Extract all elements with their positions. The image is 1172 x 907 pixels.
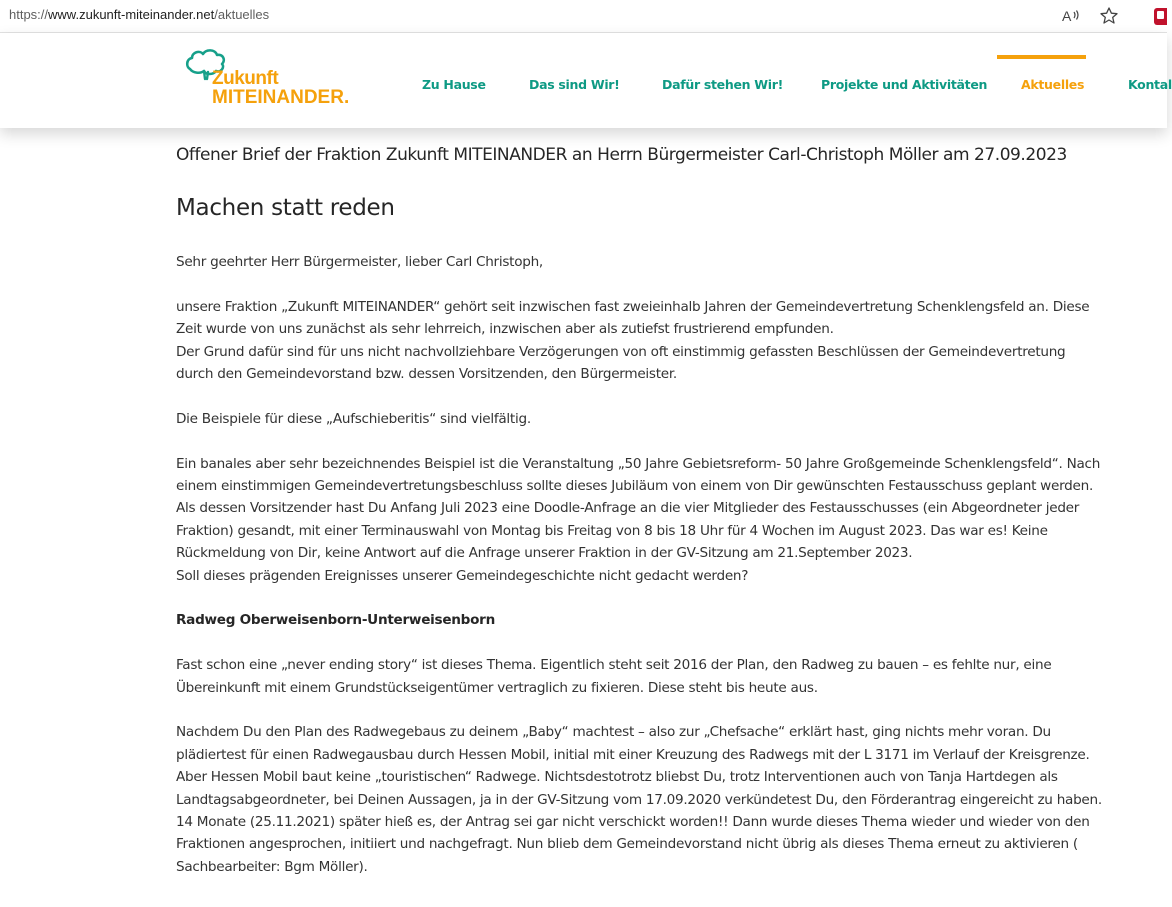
text-line: Rückmeldung von Dir, keine Antwort auf die Anfrage unserer Fraktion in der GV-Sitzung am 21.September 2023. (176, 545, 913, 562)
letter-title: Offener Brief der Fraktion Zukunft MITEINANDER an Herrn Bürgermeister Carl-Christoph Möller am 27.09.2023 (176, 145, 1067, 165)
text-line: Der Grund dafür sind für uns nicht nachvollziehbare Verzögerungen von oft einstimmig gefassten Beschlüssen der Gemeindevertretung (176, 343, 1066, 360)
text-line: 14 Monate (25.11.2021) später hieß es, der Antrag sei gar nicht verschickt worden!! Dann wurde dieses Thema wieder und wieder von den (176, 814, 1090, 831)
favorite-star-icon[interactable] (1099, 6, 1119, 26)
url-scheme: https:// (9, 7, 49, 22)
text-line: Landtagsabgeordneter, bei Deinen Aussagen, ja in der GV-Sitzung vom 17.09.2020 verkündetest Du, den Förderantrag eingereicht zu haben. (176, 791, 1102, 808)
url-path: /aktuelles (214, 7, 270, 22)
nav-item-projekte[interactable]: Projekte und Aktivitäten (821, 77, 988, 92)
address-bar[interactable] (9, 7, 269, 22)
text-line: Ein banales aber sehr bezeichnendes Beispiel ist die Veranstaltung „50 Jahre Gebietsreform- 50 Jahre Großgemeinde Schenklengsfeld“. Nach (176, 455, 1101, 472)
browser-toolbar (0, 0, 1167, 33)
text-line: Sachbearbeiter: Bgm Möller). (176, 858, 368, 875)
logo-text-zukunft: Zukunft (212, 68, 279, 89)
text-line: unsere Fraktion „Zukunft MITEINANDER“ gehört seit inzwischen fast zweieinhalb Jahren der Gemeindevertretung Schenklengsfeld an. Diese (176, 298, 1090, 315)
url-host: www.zukunft-miteinander.net (48, 7, 215, 22)
text-line: durch den Gemeindevorstand bzw. dessen Vorsitzenden, den Bürgermeister. (176, 366, 677, 383)
text-line: Soll dieses prägenden Ereignisses unserer Gemeindegeschichte nicht gedacht werden? (176, 567, 749, 584)
page-title: Machen statt reden (176, 195, 395, 221)
text-line: Fraktionen angesprochen, initiiert und nachgefragt. Nun blieb dem Gemeindevorstand nicht übrig als dieses Thema erneut zu aktivieren ( (176, 836, 1078, 853)
nav-item-zu-hause[interactable]: Zu Hause (422, 77, 486, 92)
paragraph-radweg-2 (176, 721, 1151, 878)
nav-item-das-sind-wir[interactable]: Das sind Wir! (529, 77, 620, 92)
paragraph-intro (176, 296, 1151, 386)
text-line: plädiertest für einen Radwegausbau durch Hessen Mobil, initial mit einer Kreuzung des Radwegs mit der L 3171 im Verlauf der Kreisgrenze. (176, 746, 1090, 763)
text-line: Aber Hessen Mobil baut keine „touristischen“ Radwege. Nichtsdestotrotz bliebst Du, trotz Interventionen auch von Tanja Hartdegen als (176, 769, 1058, 786)
extension-icon[interactable] (1154, 8, 1167, 25)
text-line: Fraktion) gesandt, mit einer Terminauswahl von Montag bis Freitag von 8 bis 18 Uhr für 4 Wochen im August 2023. Das war es! Keine (176, 522, 1048, 539)
text-line: einem einstimmigen Gemeindevertretungsbeschluss sollte dieses Jubiläum von einem von Dir gewünschten Festausschuss geplant werden. (176, 478, 1093, 495)
nav-item-kontakt[interactable]: Kontal (1128, 77, 1172, 92)
main-navigation (0, 33, 1172, 128)
nav-active-indicator (997, 55, 1086, 59)
text-line: Zeit wurde von uns zunächst als sehr lehrreich, inzwischen aber als zutiefst frustrierend empfunden. (176, 321, 834, 338)
svg-text:A: A (1062, 8, 1072, 24)
text-line: Übereinkunft mit einem Grundstückseigentümer vertraglich zu fixieren. Diese steht bis heute aus. (176, 679, 818, 696)
paragraph-jubilaeum (176, 453, 1151, 587)
nav-item-aktuelles[interactable]: Aktuelles (1021, 77, 1085, 92)
site-header (0, 33, 1172, 128)
logo-text-miteinander: MITEINANDER. (212, 87, 350, 108)
article-body (176, 251, 1151, 901)
paragraph-examples: Die Beispiele für diese „Aufschieberitis“ sind vielfältig. (176, 410, 531, 427)
read-aloud-icon[interactable] (1061, 6, 1081, 26)
greeting: Sehr geehrter Herr Bürgermeister, lieber Carl Christoph, (176, 254, 543, 270)
paragraph-radweg-1 (176, 654, 1151, 699)
text-line: Nachdem Du den Plan des Radwegebaus zu deinem „Baby“ machtest – also zur „Chefsache“ erklärt hast, ging nichts mehr voran. Du (176, 724, 1051, 741)
text-line: Als dessen Vorsitzender hast Du Anfang Juli 2023 eine Doodle-Anfrage an die vier Mitglieder des Festausschusses (ein Abgeordneter jeder (176, 500, 1080, 517)
section-heading-radweg: Radweg Oberweisenborn-Unterweisenborn (176, 612, 495, 629)
text-line: Fast schon eine „never ending story“ ist dieses Thema. Eigentlich steht seit 2016 der Plan, den Radweg zu bauen – es fehlte nur, eine (176, 657, 1052, 674)
nav-item-dafuer-stehen-wir[interactable]: Dafür stehen Wir! (662, 77, 784, 92)
